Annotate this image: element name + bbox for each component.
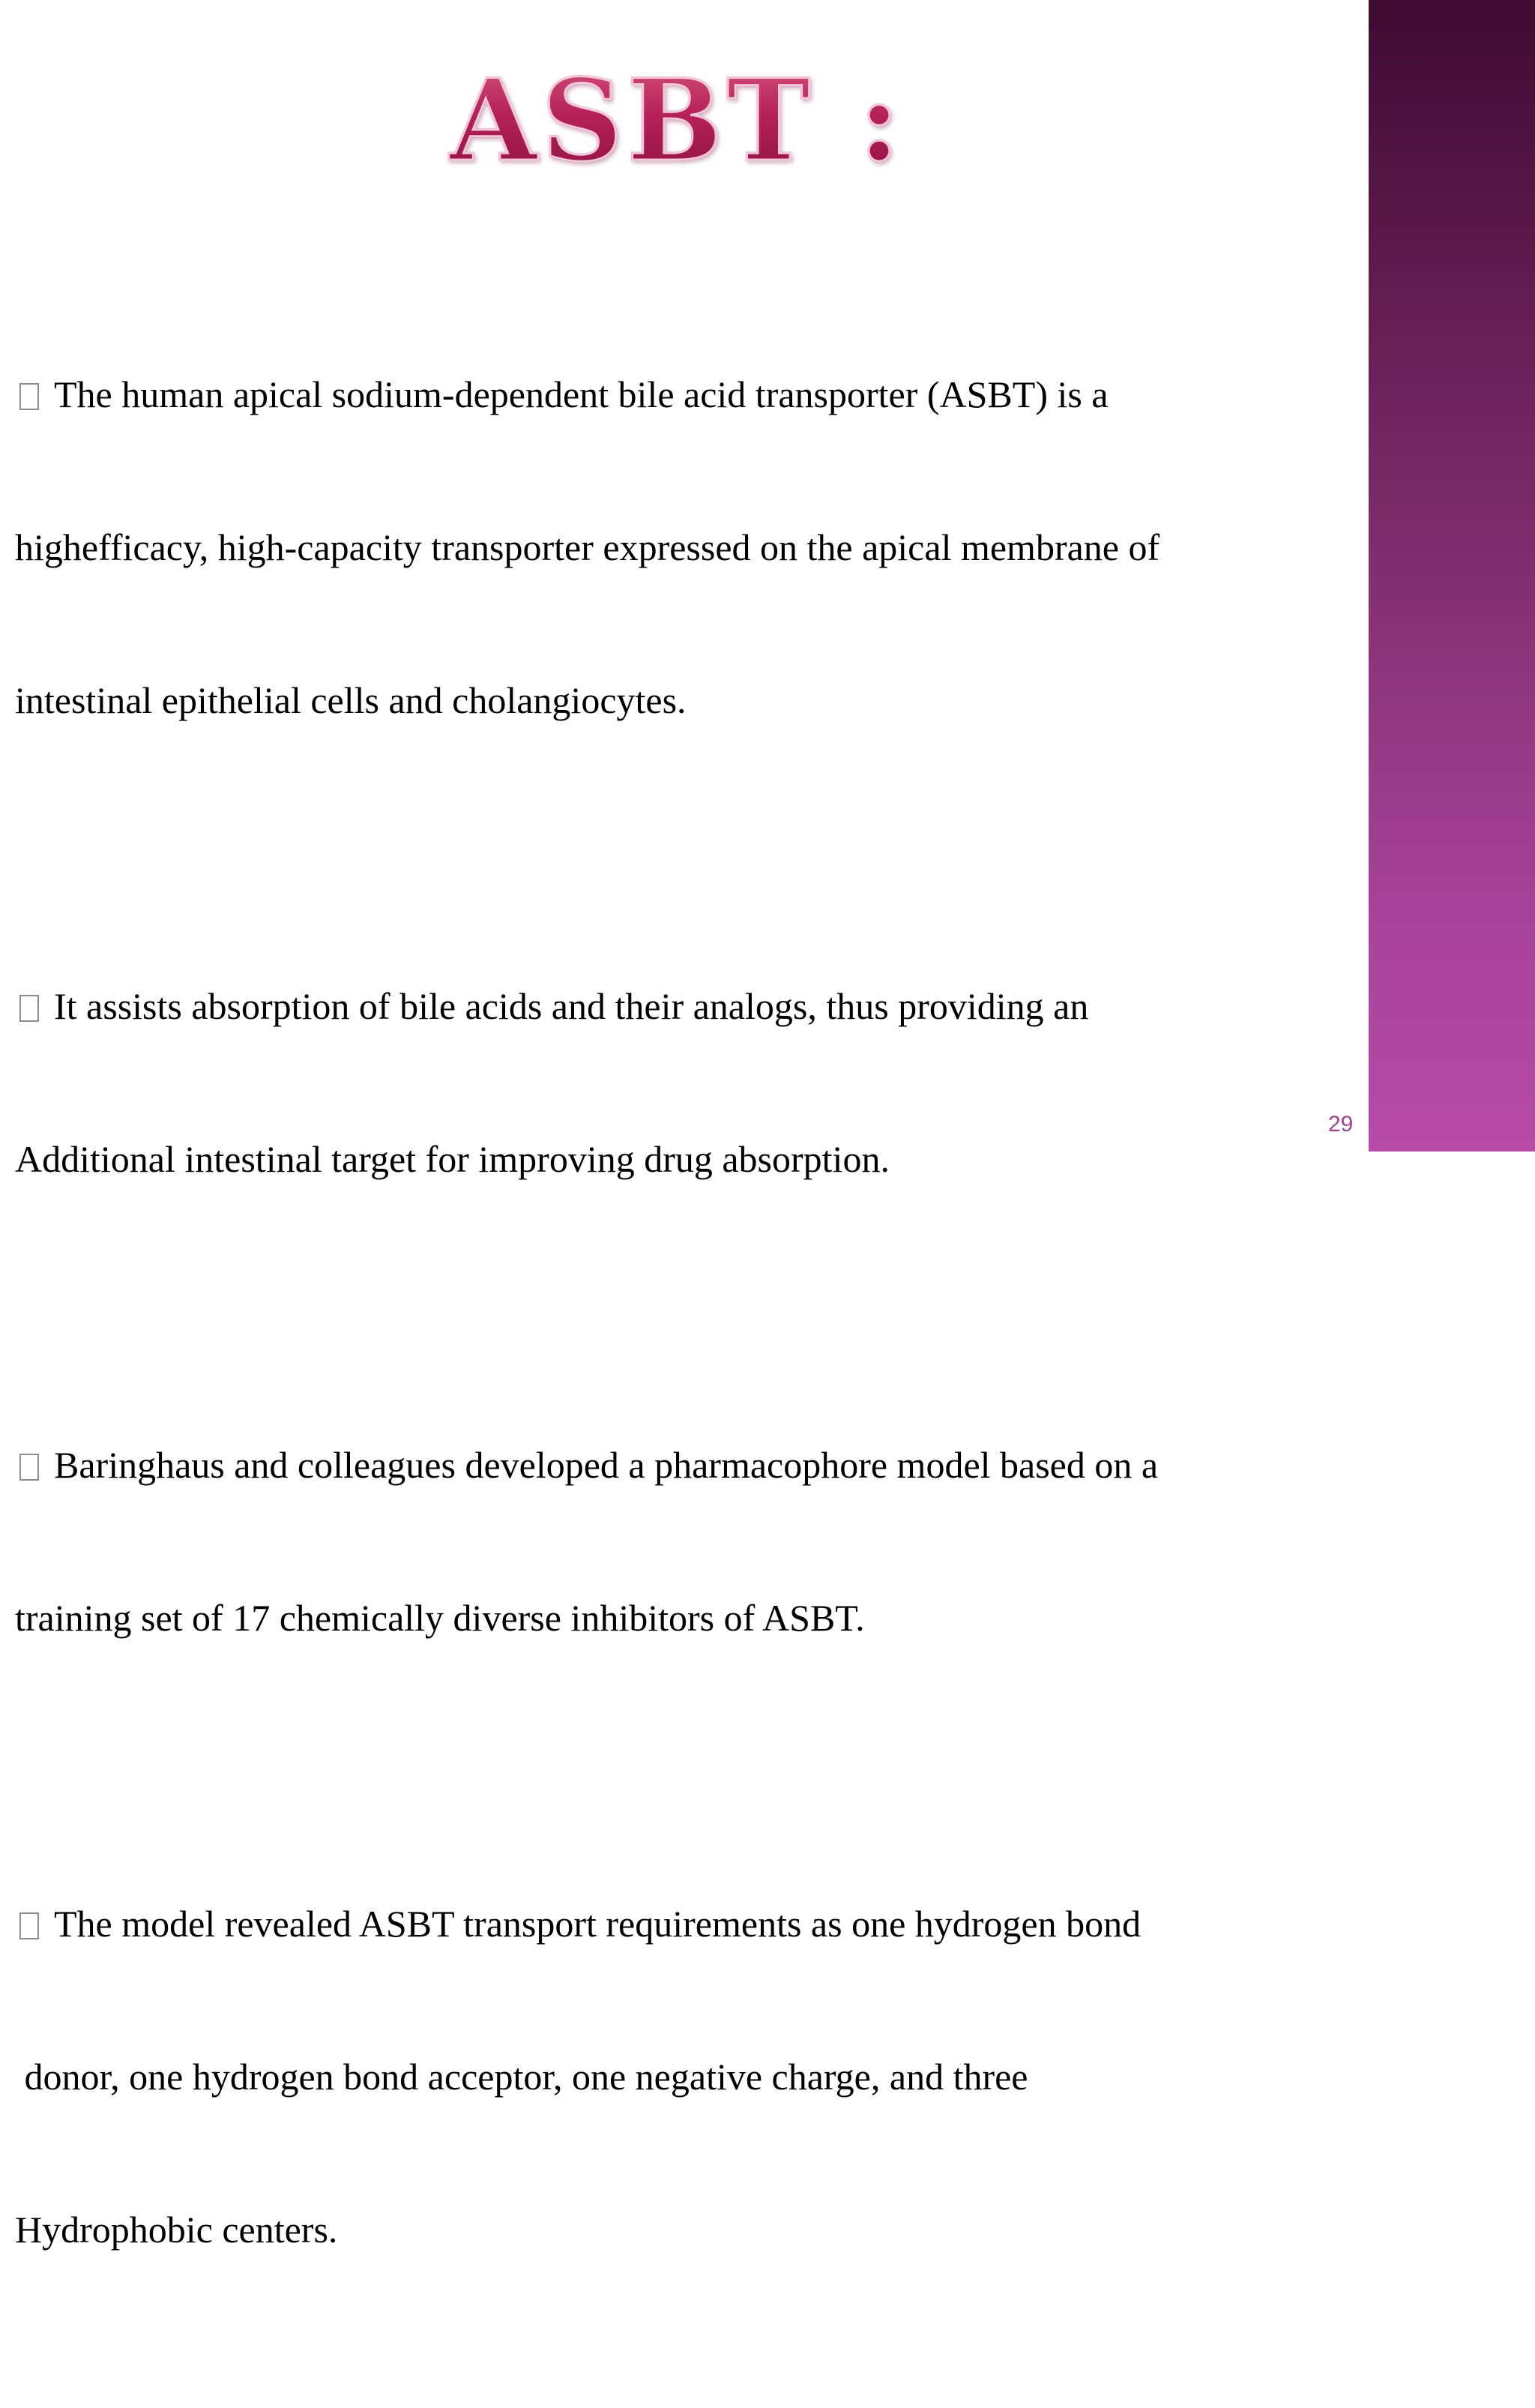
paragraph-3-line-1: Baringhaus and colleagues developed a pharmacophore model based on a	[54, 1444, 1159, 1486]
paragraph-3-line-2: training set of 17 chemically diverse inhibitors of ASBT.	[15, 1597, 865, 1639]
paragraph-4-line-1: The model revealed ASBT transport requirements as one hydrogen bond	[54, 1903, 1142, 1945]
bullet-paragraph-2	[15, 879, 1357, 1286]
paragraph-4-line-3: Hydrophobic centers.	[15, 2209, 338, 2251]
paragraph-1-line-3: intestinal epithelial cells and cholangiocytes.	[15, 679, 687, 721]
side-decorative-band	[1369, 0, 1535, 1152]
paragraph-1-line-2: highefficacy, high-capacity transporter expressed on the apical membrane of	[15, 526, 1160, 568]
paragraph-1-line-1: The human apical sodium-dependent bile acid transporter (ASBT) is a	[54, 373, 1109, 415]
bullet-paragraph-1	[15, 267, 1357, 828]
bullet-box-icon	[19, 1454, 39, 1481]
bullet-paragraph-4	[15, 1796, 1357, 2357]
paragraph-4-line-2: donor, one hydrogen bond acceptor, one negative charge, and three	[15, 2056, 1028, 2098]
paragraph-2-line-2: Additional intestinal target for improving drug absorption.	[15, 1138, 890, 1180]
slide-title: ASBT :	[450, 57, 929, 184]
paragraph-2-line-1: It assists absorption of bile acids and their analogs, thus providing an	[54, 985, 1089, 1027]
page-number: 29	[1328, 1112, 1354, 1137]
bullet-paragraph-3	[15, 1337, 1357, 1745]
slide-body	[15, 267, 1357, 2408]
bullet-box-icon	[19, 1912, 39, 1939]
bullet-box-icon	[19, 995, 39, 1022]
bullet-box-icon	[19, 383, 39, 410]
